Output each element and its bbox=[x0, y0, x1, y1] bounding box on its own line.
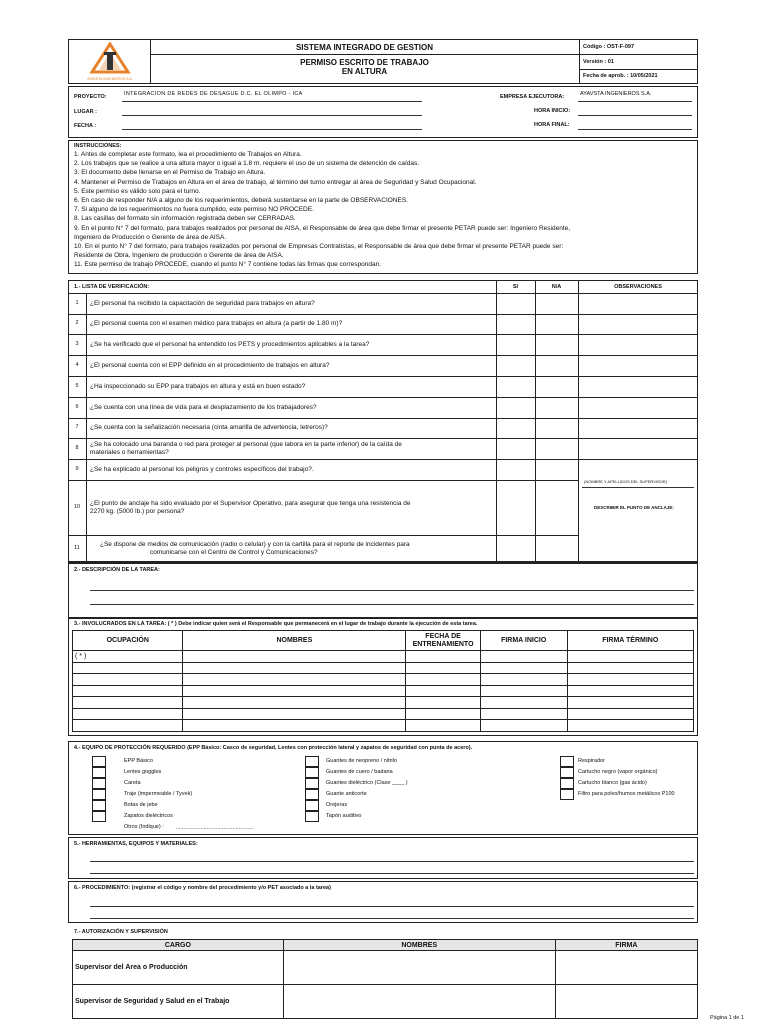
col-firma-termino: FIRMA TÉRMINO bbox=[567, 631, 693, 651]
checklist-question: ¿El personal cuenta con el examen médico para trabajos en altura (a partir de 1.80 m)? bbox=[90, 320, 343, 327]
instruction-line: 5. Este permiso es válido solo para el turno. bbox=[74, 187, 201, 195]
involved-cell[interactable] bbox=[406, 662, 481, 674]
epp-checkbox[interactable] bbox=[92, 800, 106, 811]
instruction-line: Ingeniero de Producción o Gerente de área de AISA. bbox=[74, 233, 227, 241]
authorization-title: 7.- AUTORIZACIÓN Y SUPERVISIÓN bbox=[74, 929, 168, 935]
instruction-line: 8. Las casillas del formato sin información registrada deben ser CERRADAS. bbox=[74, 215, 296, 223]
procedure-title: 6.- PROCEDIMIENTO: (registrar el código y nombre del procedimiento y/o PET asociado a la tarea) bbox=[74, 885, 331, 891]
checklist-number: 11 bbox=[74, 544, 80, 551]
checklist-si-cell[interactable] bbox=[497, 460, 534, 479]
involved-row bbox=[73, 674, 694, 686]
checklist-na-cell[interactable] bbox=[536, 294, 577, 313]
checklist-question: ¿Se dispone de medios de comunicación (radio o celular) y con la cartilla para el reporte de incidentes para bbox=[100, 540, 410, 548]
instruction-line: 4. Mantener el Permiso de Trabajos en Altura en el área de trabajo, al término del turno entregar al área de Seguridad y Salud Ocupacional. bbox=[74, 178, 477, 186]
involved-cell[interactable] bbox=[567, 720, 693, 732]
permit-title: PERMISO ESCRITO DE TRABAJO bbox=[300, 58, 429, 67]
checklist-question: ¿El personal ha recibido la capacitación de seguridad para trabajos en altura? bbox=[90, 299, 315, 307]
involved-cell[interactable] bbox=[183, 662, 406, 674]
col-nombres: NOMBRES bbox=[183, 631, 406, 651]
involved-cell[interactable] bbox=[406, 708, 481, 720]
col-fecha-entrenamiento: FECHA DE ENTRENAMIENTO bbox=[406, 631, 481, 651]
epp-label: Guantes de neopreno / nitrilo bbox=[326, 758, 397, 764]
involved-cell[interactable] bbox=[183, 685, 406, 697]
instruction-line: 9. En el punto N° 7 del formato, para trabajos realizados por personal de AISA, el Responsable de área que debe firmar el presente PETAR puede ser: Ingeniero Residente, bbox=[74, 224, 571, 232]
involved-row bbox=[73, 662, 694, 674]
checklist-number: 3 bbox=[75, 340, 79, 347]
description-line-1[interactable] bbox=[90, 590, 694, 591]
involved-cell[interactable] bbox=[183, 708, 406, 720]
obs-note-supervisor: (NOMBRE Y APELLIDOS DEL SUPERVISOR) bbox=[584, 479, 667, 484]
col-ocupacion: OCUPACIÓN bbox=[73, 631, 183, 651]
checklist-question-cont: comunicarse con el Centro de Control y Comunicaciones? bbox=[150, 548, 318, 556]
involved-cell[interactable] bbox=[567, 651, 693, 663]
involved-table bbox=[72, 630, 694, 732]
col-si: SI bbox=[512, 284, 519, 290]
involved-cell[interactable] bbox=[73, 708, 183, 720]
procedure-line-1[interactable] bbox=[90, 906, 694, 907]
empresa-value[interactable]: AYAVSTA INGENIEROS S.A. bbox=[580, 91, 652, 97]
fecha-field[interactable] bbox=[122, 129, 422, 130]
involved-cell[interactable]: ( * ) bbox=[73, 651, 183, 663]
checklist-si-cell[interactable] bbox=[497, 294, 534, 313]
instructions-title: INSTRUCCIONES: bbox=[74, 143, 122, 149]
checklist-na-cell[interactable] bbox=[536, 315, 577, 333]
epp-label: Guantes de cuero / badana bbox=[326, 769, 393, 775]
instruction-line: 6. En caso de responder N/A a alguno de los requerimientos, deberá sustentarse en la parte de OBSERVACIONES. bbox=[74, 197, 408, 204]
checklist-question: ¿El personal cuenta con el EPP definido en el procedimiento de trabajos en altura? bbox=[90, 361, 330, 369]
description-title: 2.- DESCRIPCIÓN DE LA TAREA: bbox=[74, 567, 160, 573]
checklist-na-cell[interactable] bbox=[536, 536, 577, 561]
involved-row bbox=[73, 651, 694, 663]
epp-label: Tapón auditivo bbox=[326, 813, 362, 819]
checklist-si-cell[interactable] bbox=[497, 398, 534, 417]
doc-code: Código : OST-F-097 bbox=[583, 44, 635, 50]
epp-label: Lentes goggles bbox=[124, 769, 162, 775]
checklist-na-cell[interactable] bbox=[536, 398, 577, 417]
epp-checkbox[interactable] bbox=[305, 800, 319, 811]
doc-version: Versión : 01 bbox=[583, 59, 614, 65]
firma-supervisor-area[interactable] bbox=[555, 951, 697, 985]
epp-checkbox[interactable] bbox=[560, 778, 574, 789]
col-observaciones: OBSERVACIONES bbox=[614, 284, 662, 290]
checklist-question: ¿El punto de anclaje ha sido evaluado por el Supervisor Operativo, para asegurar que tenga una resistencia de bbox=[90, 499, 411, 507]
involved-cell[interactable] bbox=[183, 674, 406, 686]
epp-label: Careta bbox=[124, 780, 141, 786]
checklist-question-cont: materiales o herramientas? bbox=[90, 448, 169, 456]
involved-cell[interactable] bbox=[406, 651, 481, 663]
checklist-title: 1.- LISTA DE VERIFICACIÓN: bbox=[74, 284, 150, 290]
epp-box bbox=[68, 741, 698, 835]
checklist-si-cell[interactable] bbox=[497, 377, 534, 396]
cargo-supervisor-seguridad: Supervisor de Seguridad y Salud en el Trabajo bbox=[73, 985, 284, 1019]
checklist-si-cell[interactable] bbox=[497, 335, 534, 354]
involved-row bbox=[73, 697, 694, 709]
checklist-number: 10 bbox=[73, 503, 81, 510]
checklist-question: ¿Se ha verificado que el personal ha entendido los PETS y procedimientos aplicables a la tarea? bbox=[90, 340, 370, 348]
checklist-na-cell[interactable] bbox=[536, 439, 577, 458]
epp-label: Filtro para polvo/humos metálicos P100 bbox=[578, 791, 675, 797]
involved-cell[interactable] bbox=[73, 662, 183, 674]
hora-inicio-field[interactable] bbox=[578, 115, 692, 116]
page-number: Página 1 de 1 bbox=[710, 1015, 744, 1021]
epp-checkbox[interactable] bbox=[92, 789, 106, 800]
col-na: N/A bbox=[551, 284, 562, 290]
checklist-question-cont: 2270 kg. (5000 lb.) por persona? bbox=[90, 507, 185, 515]
nombre-supervisor-area[interactable] bbox=[283, 951, 555, 985]
epp-label: Traje (impermeable / Tyvek) bbox=[124, 791, 193, 797]
checklist-si-cell[interactable] bbox=[497, 419, 534, 437]
epp-label: EPP Básico bbox=[124, 758, 153, 764]
cargo-supervisor-area: Supervisor del Area o Producción bbox=[73, 951, 284, 985]
instruction-line: 11. Este permiso de trabajo PROCEDE, cuando el punto N° 7 contiene todas las firmas que correspondan. bbox=[74, 261, 382, 269]
involved-cell[interactable] bbox=[183, 697, 406, 709]
involved-cell[interactable] bbox=[183, 720, 406, 732]
system-title: SISTEMA INTEGRADO DE GESTION bbox=[295, 43, 434, 52]
col-firma-inicio: FIRMA INICIO bbox=[480, 631, 567, 651]
lugar-field[interactable] bbox=[122, 115, 422, 116]
instruction-line: 2. Los trabajos que se realice a una altura mayor o igual a 1.8 m. requiere el uso de un sistema de detención de caídas. bbox=[74, 160, 420, 168]
involved-cell[interactable] bbox=[480, 674, 567, 686]
involved-cell[interactable] bbox=[406, 697, 481, 709]
involved-cell[interactable] bbox=[73, 720, 183, 732]
col-cargo: CARGO bbox=[73, 940, 284, 951]
involved-cell[interactable] bbox=[567, 674, 693, 686]
checklist-na-cell[interactable] bbox=[536, 356, 577, 375]
checklist-na-cell[interactable] bbox=[536, 419, 577, 437]
authorization-table bbox=[72, 939, 698, 1019]
checklist-si-cell[interactable] bbox=[497, 356, 534, 375]
involved-cell[interactable] bbox=[567, 685, 693, 697]
involved-cell[interactable] bbox=[73, 674, 183, 686]
procedure-line-2[interactable] bbox=[90, 918, 694, 919]
involved-cell[interactable] bbox=[406, 685, 481, 697]
tools-title: 5.- HERRAMIENTAS, EQUIPOS Y MATERIALES: bbox=[74, 841, 198, 847]
involved-cell[interactable] bbox=[480, 708, 567, 720]
epp-checkbox[interactable] bbox=[92, 756, 106, 767]
epp-checkbox[interactable] bbox=[305, 756, 319, 767]
instruction-line: 1. Antes de completar este formato, lea el procedimiento de Trabajos en Altura. bbox=[74, 151, 302, 158]
obs-note-anclaje: DESCRIBIR EL PUNTO DE ANCLAJE: bbox=[594, 505, 674, 510]
involved-cell[interactable] bbox=[567, 662, 693, 674]
checklist-na-cell[interactable] bbox=[536, 460, 577, 479]
epp-label: Cartucho blanco (gas ácido) bbox=[578, 780, 647, 786]
epp-label: Orejeras bbox=[326, 802, 348, 808]
involved-cell[interactable] bbox=[183, 651, 406, 663]
epp-checkbox[interactable] bbox=[305, 789, 319, 800]
checklist-si-cell[interactable] bbox=[497, 315, 534, 333]
checklist-question: ¿Ha inspeccionado su EPP para trabajos en altura y está en buen estado? bbox=[90, 382, 306, 390]
firma-supervisor-seguridad[interactable] bbox=[555, 985, 697, 1019]
col-firma: FIRMA bbox=[555, 940, 697, 951]
instruction-line: 3. El documento debe llenarse en el Permiso de Trabajo en Altura. bbox=[74, 169, 266, 177]
epp-label: Guantes dieléctrico (Clase ____ ) bbox=[326, 780, 408, 786]
involved-title: 3.- INVOLUCRADOS EN LA TAREA: ( * ) Debe indicar quien será el Responsable que permanecerá en el lugar de trabajo durante la ejecución de esta tarea. bbox=[74, 621, 478, 627]
epp-checkbox[interactable] bbox=[560, 789, 574, 800]
nombre-supervisor-seguridad[interactable] bbox=[283, 985, 555, 1019]
logo-text: AYAVSTA INGENIEROS S.A. bbox=[87, 77, 133, 81]
description-line-2[interactable] bbox=[90, 604, 694, 605]
checklist-si-cell[interactable] bbox=[497, 481, 534, 534]
checklist-number: 5 bbox=[75, 382, 79, 389]
epp-checkbox[interactable] bbox=[92, 811, 106, 822]
empresa-label: EMPRESA EJECUTORA: bbox=[500, 94, 565, 100]
checklist-number: 7 bbox=[75, 424, 79, 430]
permit-subtitle: EN ALTURA bbox=[341, 67, 388, 76]
hora-final-label: HORA FINAL: bbox=[534, 122, 570, 128]
involved-row bbox=[73, 685, 694, 697]
tools-line-1[interactable] bbox=[90, 861, 694, 862]
epp-checkbox[interactable] bbox=[560, 767, 574, 778]
involved-row bbox=[73, 708, 694, 720]
epp-checkbox[interactable] bbox=[305, 811, 319, 822]
col-nombres-aut: NOMBRES bbox=[283, 940, 555, 951]
epp-otros-line[interactable]: ................................................... bbox=[176, 825, 254, 831]
epp-label: Guante anticorte bbox=[326, 791, 367, 797]
company-logo bbox=[88, 42, 132, 80]
involved-cell[interactable] bbox=[406, 720, 481, 732]
epp-label: Otros (Indique) : bbox=[124, 824, 164, 830]
proyecto-label: PROYECTO: bbox=[74, 94, 107, 100]
proyecto-value[interactable]: INTEGRACION DE REDES DE DESAGUE D.C. EL OLIMPO - ICA bbox=[124, 91, 303, 97]
involved-cell[interactable] bbox=[567, 708, 693, 720]
epp-checkbox[interactable] bbox=[92, 767, 106, 778]
epp-checkbox[interactable] bbox=[305, 778, 319, 789]
involved-cell[interactable] bbox=[480, 720, 567, 732]
instruction-line: 7. Si alguno de los requerimientos no fuera cumplido, este permiso NO PROCEDE. bbox=[74, 206, 314, 214]
epp-checkbox[interactable] bbox=[92, 778, 106, 789]
involved-cell[interactable] bbox=[406, 674, 481, 686]
checklist-question: ¿Se ha explicado al personal los peligros y controles específicos del trabajo?. bbox=[90, 465, 314, 473]
epp-checkbox[interactable] bbox=[305, 767, 319, 778]
epp-label: Cartucho negro (vapor orgánico) bbox=[578, 769, 658, 775]
instruction-line: Residente de Obra, Ingeniero de producción o Gerente de área de AISA. bbox=[74, 252, 284, 260]
involved-cell[interactable] bbox=[480, 662, 567, 674]
checklist-si-cell[interactable] bbox=[497, 536, 534, 561]
checklist-number: 8 bbox=[75, 444, 79, 451]
instruction-line: 10. En el punto N° 7 del formato, para trabajos realizados por personal de Empresas Contratistas, el Responsable de área que debe firmar el presente PETAR puede ser: bbox=[74, 243, 564, 250]
epp-label: Zapatos dieléctricos bbox=[124, 813, 173, 819]
involved-cell[interactable] bbox=[480, 685, 567, 697]
checklist-question: ¿Se ha colocado una baranda o red para proteger al personal (que labora en la parte inferior) de la caída de bbox=[90, 440, 402, 448]
hora-final-field[interactable] bbox=[578, 129, 692, 130]
doc-approval-date: Fecha de aprob. : 10/05/2021 bbox=[583, 73, 658, 79]
involved-cell[interactable] bbox=[73, 697, 183, 709]
checklist-number: 9 bbox=[75, 465, 79, 472]
checklist-number: 1 bbox=[75, 299, 79, 306]
involved-cell[interactable] bbox=[480, 697, 567, 709]
checklist-question: ¿Se cuenta con una línea de vida para el desplazamiento de los trabajadores? bbox=[90, 403, 317, 411]
checklist-number: 2 bbox=[75, 320, 79, 326]
involved-cell[interactable] bbox=[73, 685, 183, 697]
checklist-na-cell[interactable] bbox=[536, 335, 577, 354]
epp-label: Botas de jebe bbox=[124, 802, 158, 808]
checklist-number: 6 bbox=[75, 403, 79, 410]
involved-cell[interactable] bbox=[567, 697, 693, 709]
epp-title: 4.- EQUIPO DE PROTECCIÓN REQUERIDO (EPP Básico: Casco de seguridad, Lentes con protección lateral y zapatos de seguridad con punta de acero). bbox=[74, 745, 473, 751]
checklist-number: 4 bbox=[75, 361, 79, 368]
epp-checkbox[interactable] bbox=[560, 756, 574, 767]
involved-cell[interactable] bbox=[480, 651, 567, 663]
epp-label: Respirador bbox=[578, 758, 605, 764]
checklist-question: ¿Se cuenta con la señalización necesaria (cinta amarilla de advertencia, letreros)? bbox=[90, 424, 328, 431]
supervisor-name-field[interactable] bbox=[582, 487, 694, 488]
lugar-label: LUGAR : bbox=[74, 109, 97, 115]
checklist-na-cell[interactable] bbox=[536, 377, 577, 396]
checklist-na-cell[interactable] bbox=[536, 481, 577, 534]
fecha-label: FECHA : bbox=[74, 123, 97, 129]
involved-row bbox=[73, 720, 694, 732]
hora-inicio-label: HORA INICIO: bbox=[534, 108, 571, 114]
tools-line-2[interactable] bbox=[90, 873, 694, 874]
checklist-si-cell[interactable] bbox=[497, 439, 534, 458]
